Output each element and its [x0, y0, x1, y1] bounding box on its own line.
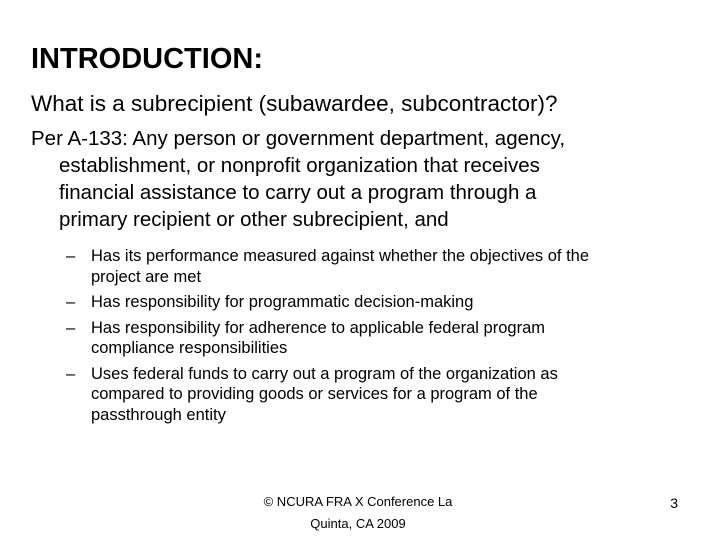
list-item	[66, 318, 706, 359]
slide-title: INTRODUCTION:	[31, 43, 263, 75]
definition-line: establishment, or nonprofit organization that receives	[59, 154, 540, 177]
dash-bullet: –	[66, 293, 76, 311]
definition-line: Per A-133: Any person or government department, agency,	[31, 127, 566, 150]
dash-bullet: –	[66, 318, 76, 337]
page-number: 3	[670, 495, 678, 511]
list-item	[66, 292, 706, 313]
definition-line: financial assistance to carry out a program through a	[59, 181, 537, 204]
dash-bullet: –	[66, 364, 76, 383]
list-item-line: Has responsibility for adherence to applicable federal program	[91, 318, 545, 337]
footer-line: Quinta, CA 2009	[310, 516, 406, 531]
slide-subtitle: What is a subrecipient (subawardee, subcontractor)?	[31, 91, 558, 116]
list-item-line: compliance responsibilities	[91, 339, 288, 357]
list-item	[66, 246, 706, 287]
list-item-line: compared to providing goods or services for a program of the	[91, 385, 538, 403]
list-item-line: Has responsibility for programmatic decision-making	[91, 293, 474, 311]
definition-line: primary recipient or other subrecipient, and	[59, 208, 449, 231]
list-item-line: project are met	[91, 267, 202, 286]
dash-bullet: –	[66, 247, 76, 265]
definition-paragraph	[31, 125, 701, 233]
footer-line: © NCURA FRA X Conference La	[263, 494, 453, 509]
list-item-line: passthrough entity	[91, 405, 226, 424]
footer-copyright	[245, 491, 471, 535]
list-item-line: Has its performance measured against whether the objectives of the	[91, 247, 590, 265]
list-item	[66, 364, 706, 426]
list-item-line: Uses federal funds to carry out a program of the organization as	[91, 364, 558, 383]
criteria-list	[66, 246, 706, 430]
